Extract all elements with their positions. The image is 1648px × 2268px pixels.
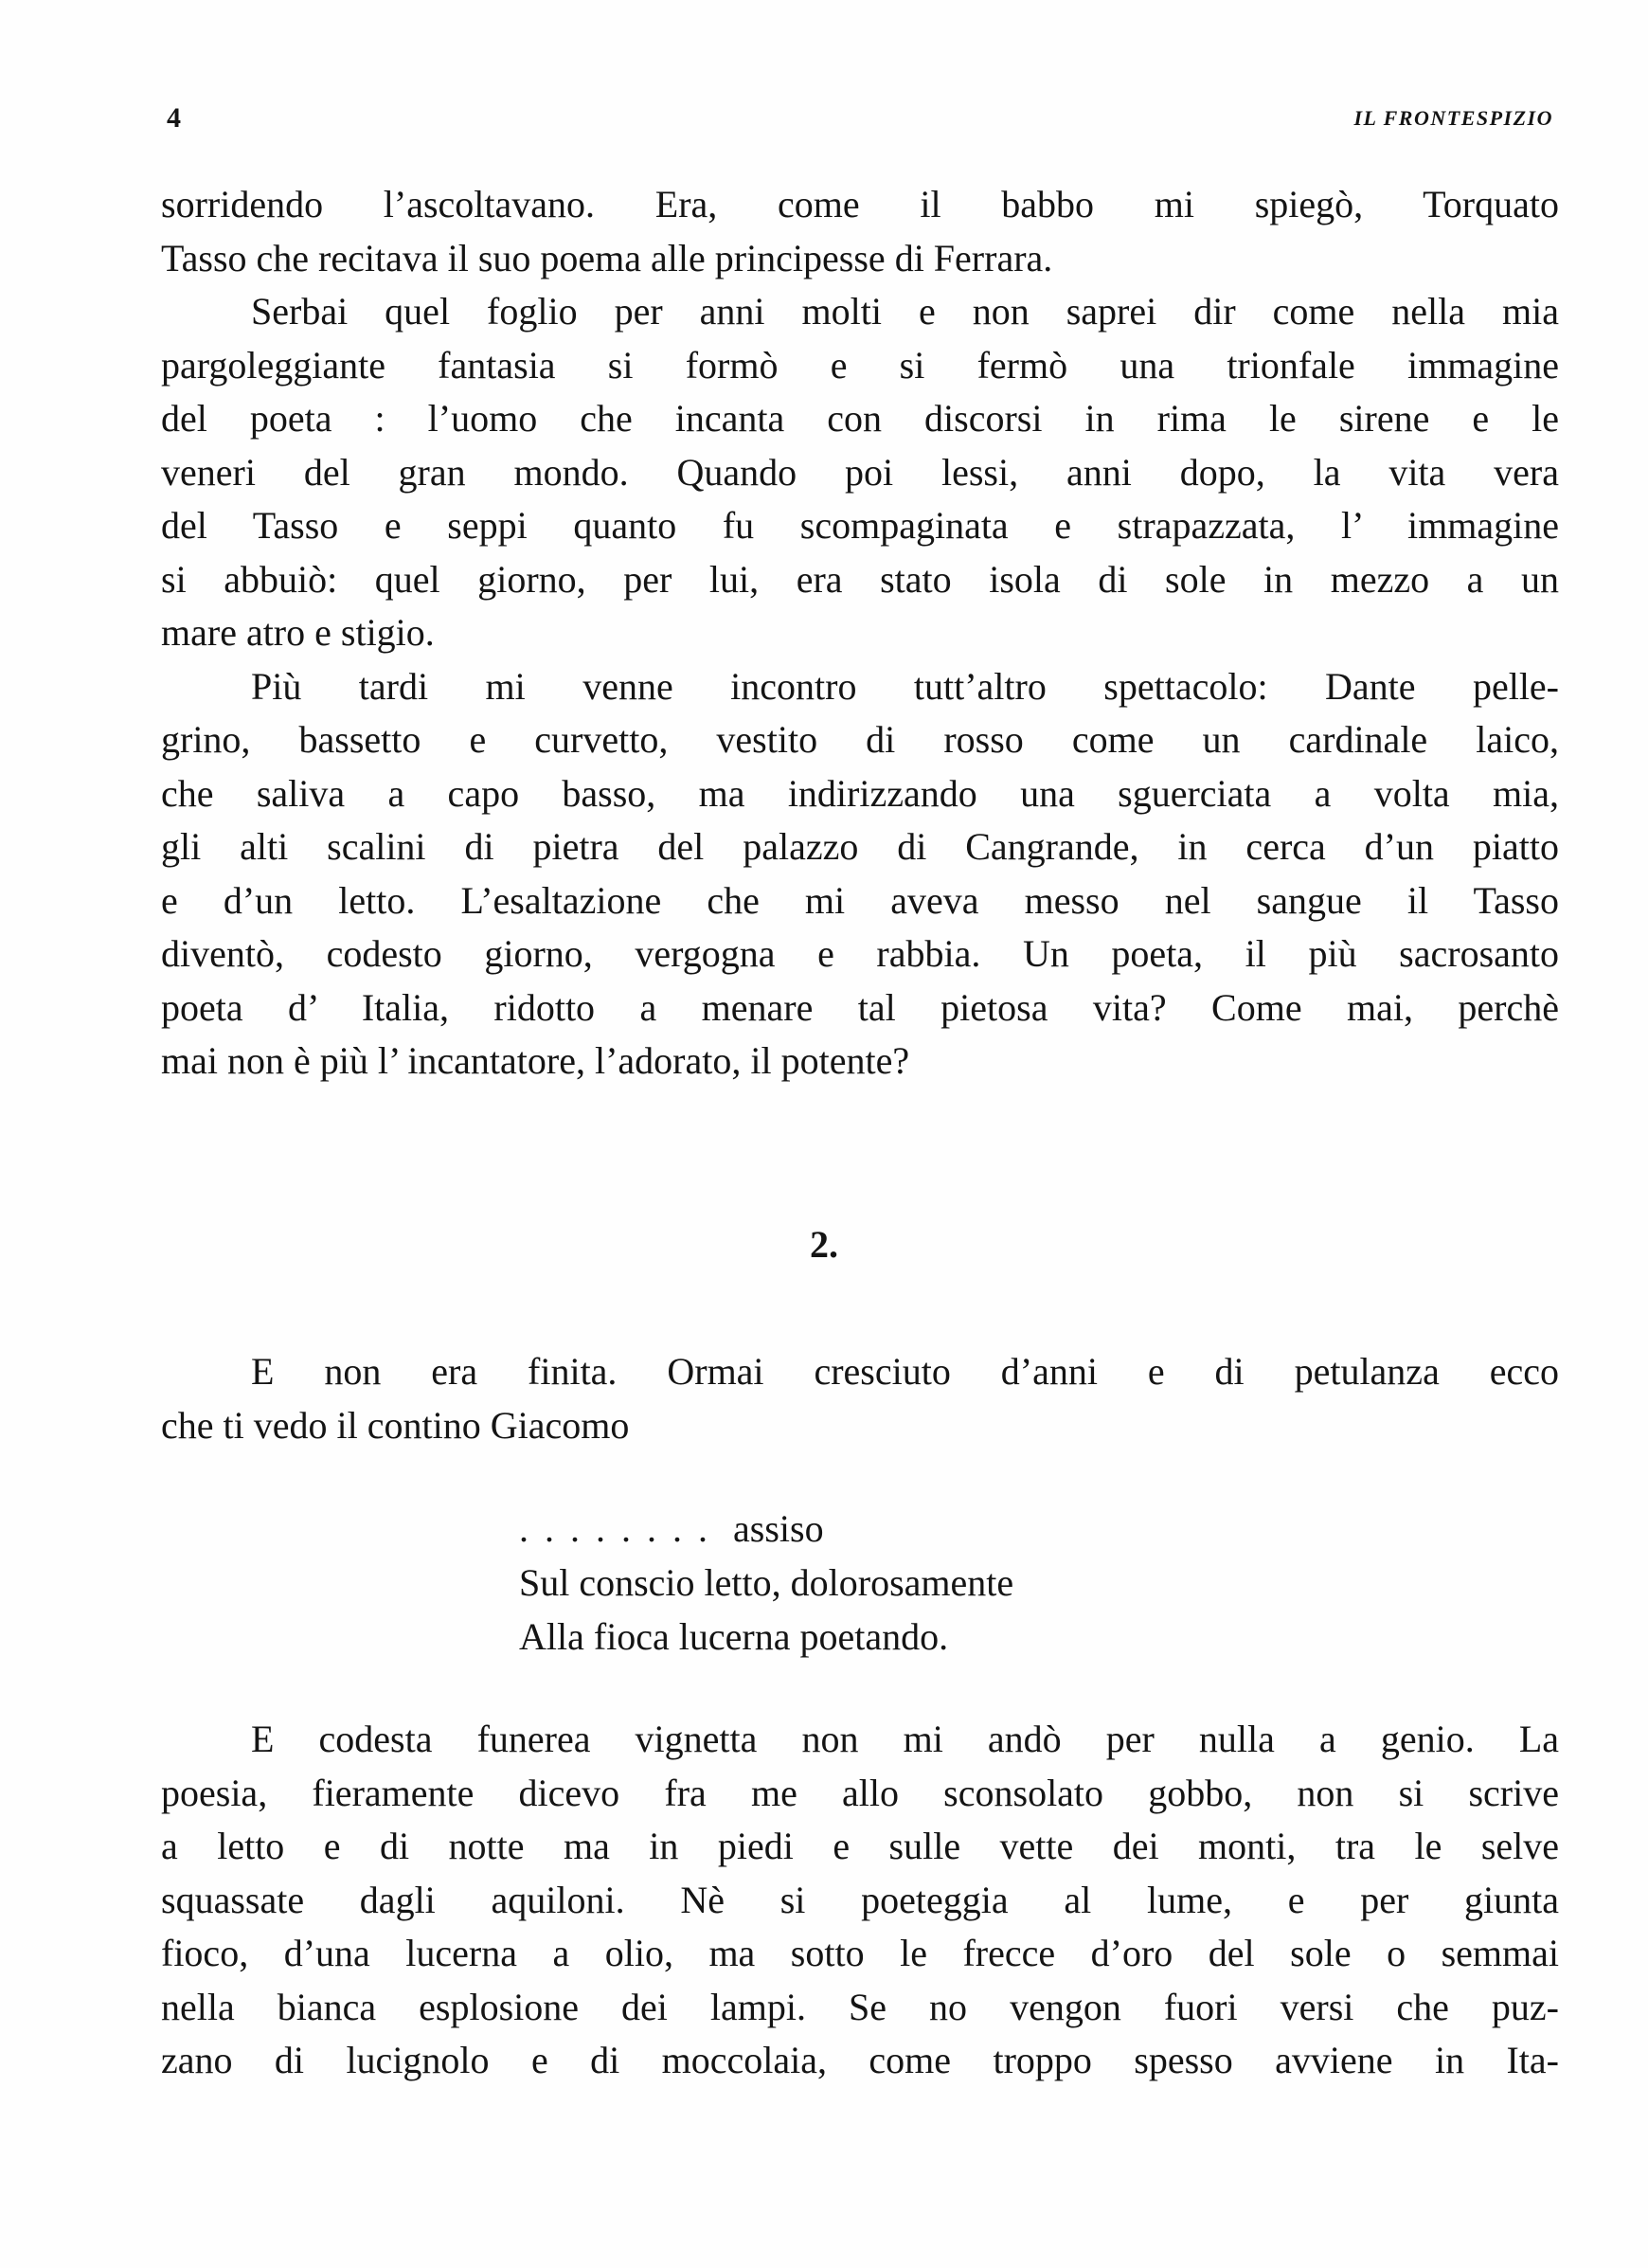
text-line: poesia, fieramente dicevo fra me allo sconsolato gobbo, non si scrive bbox=[161, 1771, 1559, 1814]
text-line: nella bianca esplosione dei lampi. Se no vengon fuori versi che puz- bbox=[161, 1985, 1559, 2028]
text-line: diventò, codesto giorno, vergogna e rabbia. Un poeta, il più sacrosanto bbox=[161, 932, 1559, 975]
text-line: Tasso che recitava il suo poema alle principesse di Ferrara. bbox=[161, 236, 1053, 279]
page-number: 4 bbox=[167, 102, 181, 134]
text-line: Serbai quel foglio per anni molti e non saprei dir come nella mia bbox=[251, 290, 1559, 333]
section-2-intro bbox=[161, 1345, 1559, 1452]
text-line: che saliva a capo basso, ma indirizzando una sguerciata a volta mia, bbox=[161, 771, 1559, 815]
text-line: pargoleggiante fantasia si formò e si fermò una trionfale immagine bbox=[161, 343, 1559, 387]
verse-quotation bbox=[519, 1502, 1013, 1664]
text-line: sorridendo l’ascoltavano. Era, come il babbo mi spiegò, Torquato bbox=[161, 183, 1559, 225]
ellipsis-dots: ........ bbox=[519, 1507, 724, 1550]
paragraph bbox=[161, 660, 1559, 1089]
text-line: E codesta funerea vignetta non mi andò per nulla a genio. La bbox=[251, 1718, 1559, 1760]
text-line: mai non è più l’ incantatore, l’adorato, il potente? bbox=[161, 1039, 910, 1082]
text-line: poeta d’ Italia, ridotto a menare tal pietosa vita? Come mai, perchè bbox=[161, 985, 1559, 1029]
paragraph bbox=[161, 178, 1559, 285]
text-line: e d’un letto. L’esaltazione che mi aveva messo nel sangue il Tasso bbox=[161, 878, 1559, 922]
verse-line: Sul conscio letto, dolorosamente bbox=[519, 1561, 1014, 1604]
text-line: squassate dagli aquiloni. Nè si poeteggia al lume, e per giunta bbox=[161, 1878, 1559, 1921]
text-line: veneri del gran mondo. Quando poi lessi, anni dopo, la vita vera bbox=[161, 450, 1559, 494]
text-line: mare atro e stigio. bbox=[161, 611, 435, 654]
text-line: zano di lucignolo e di moccolaia, come troppo spesso avviene in Ita- bbox=[161, 2039, 1559, 2081]
verse-word: assiso bbox=[733, 1507, 824, 1550]
journal-title: IL FRONTESPIZIO bbox=[1353, 106, 1553, 130]
text-line: gli alti scalini di pietra del palazzo di Cangrande, in cerca d’un piatto bbox=[161, 825, 1559, 868]
text-line: grino, bassetto e curvetto, vestito di rosso come un cardinale laico, bbox=[161, 718, 1559, 761]
text-line: a letto e di notte ma in piedi e sulle vette dei monti, tra le selve bbox=[161, 1825, 1559, 1867]
text-line: si abbuiò: quel giorno, per lui, era stato isola di sole in mezzo a un bbox=[161, 557, 1559, 601]
text-line: Più tardi mi venne incontro tutt’altro spettacolo: Dante pelle- bbox=[251, 664, 1559, 708]
verse-line bbox=[519, 1502, 1013, 1556]
text-line: del poeta : l’uomo che incanta con discorsi in rima le sirene e le bbox=[161, 397, 1559, 440]
paragraph bbox=[161, 285, 1559, 660]
text-line: che ti vedo il contino Giacomo bbox=[161, 1403, 630, 1447]
text-line: E non era finita. Ormai cresciuto d’anni e di petulanza ecco bbox=[251, 1350, 1559, 1393]
section-1-text bbox=[161, 178, 1559, 1089]
verse-line: Alla fioca lucerna poetando. bbox=[519, 1615, 949, 1658]
section-2-closing bbox=[161, 1713, 1559, 2088]
text-line: fioco, d’una lucerna a olio, ma sotto le frecce d’oro del sole o semmai bbox=[161, 1932, 1559, 1974]
text-line: del Tasso e seppi quanto fu scompaginata e strapazzata, l’ immagine bbox=[161, 504, 1559, 547]
running-head bbox=[167, 102, 1553, 140]
section-number: 2. bbox=[810, 1223, 838, 1266]
